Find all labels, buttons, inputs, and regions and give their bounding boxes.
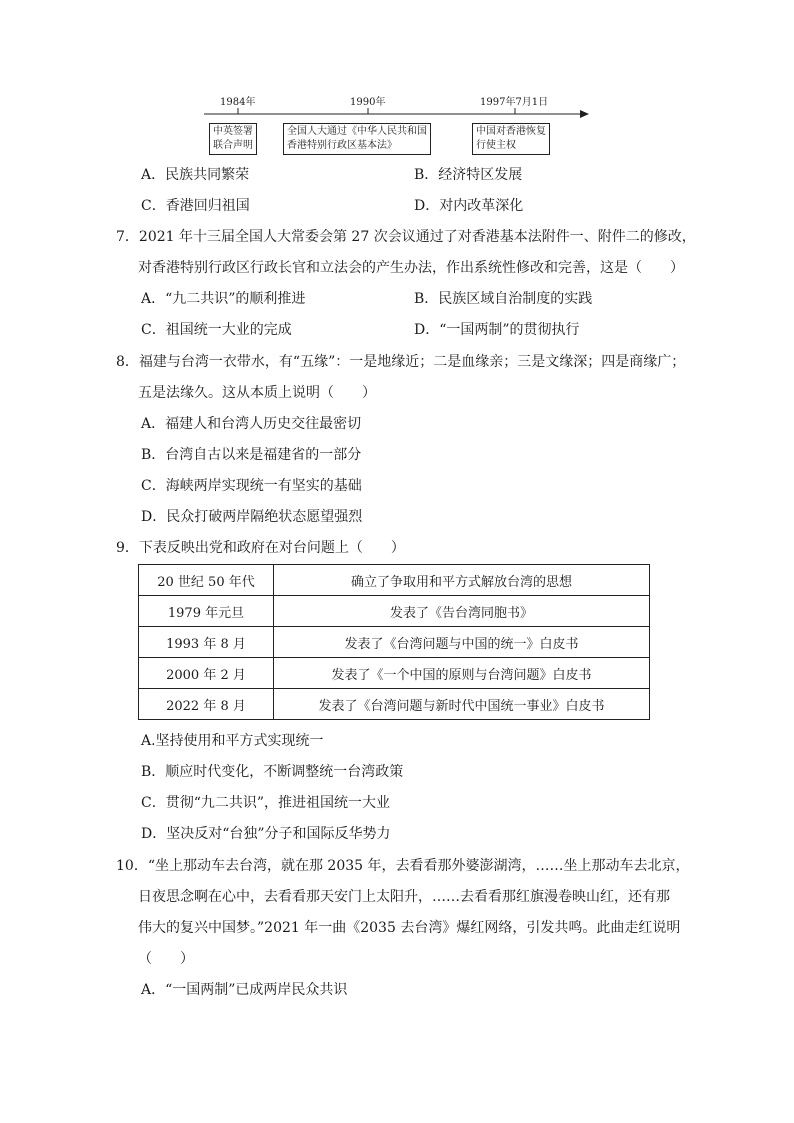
table-row (139, 565, 650, 596)
table-cell-time: 2022 年 8 月 (139, 689, 274, 720)
q7-option-d[interactable]: D．“一国两制”的贯彻执行 (414, 322, 580, 338)
q8-option-a[interactable]: A．福建人和台湾人历史交往最密切 (141, 416, 362, 432)
table-cell-event: 发表了《告台湾同胞书》 (274, 596, 650, 627)
timeline-event-1997-line1: 中国对香港恢复 (476, 126, 546, 137)
table-cell-event: 发表了《台湾问题与中国的统一》白皮书 (274, 627, 650, 658)
q6-option-b[interactable]: B．经济特区发展 (414, 167, 523, 183)
timeline-year-1984: 1984年 (220, 97, 256, 108)
table-row (139, 596, 650, 627)
timeline-event-1984-line2: 联合声明 (213, 140, 253, 151)
q10-stem-line4: （ ） (138, 951, 194, 967)
q9-option-d[interactable]: D．坚决反对“台独”分子和国际反华势力 (141, 826, 391, 842)
q9-option-a[interactable]: A.坚持使用和平方式实现统一 (141, 733, 324, 749)
q7-option-b[interactable]: B．民族区域自治制度的实践 (414, 291, 593, 307)
timeline-event-1997 (472, 123, 550, 155)
q7-option-a[interactable]: A．“九二共识”的顺利推进 (141, 291, 306, 307)
timeline-event-1997-line2: 行使主权 (476, 140, 516, 151)
table-row (139, 658, 650, 689)
q8-stem-line1: 8．福建与台湾一衣带水，有“五缘”：一是地缘近；二是血缘亲；三是文缘深；四是商缘广； (116, 354, 686, 370)
timeline-year-1997: 1997年7月1日 (480, 97, 549, 108)
q9-option-b[interactable]: B．顺应时代变化，不断调整统一台湾政策 (141, 764, 404, 780)
q10-stem-line3: 伟大的复兴中国梦。”2021 年一曲《2035 去台湾》爆红网络，引发共鸣。此曲走红说明 (138, 920, 681, 936)
table-row (139, 627, 650, 658)
q10-stem-line2: 日夜思念啊在心中，去看看那天安门上太阳升，……去看看那红旗漫卷映山红，还有那 (138, 889, 670, 905)
q8-option-d[interactable]: D．民众打破两岸隔绝状态愿望强烈 (141, 509, 363, 525)
q9-option-c[interactable]: C．贯彻“九二共识”，推进祖国统一大业 (141, 795, 391, 811)
q8-option-b[interactable]: B．台湾自古以来是福建省的一部分 (141, 447, 362, 463)
q6-option-c[interactable]: C．香港回归祖国 (141, 198, 250, 214)
table-cell-event: 发表了《台湾问题与新时代中国统一事业》白皮书 (274, 689, 650, 720)
table-cell-event: 发表了《一个中国的原则与台湾问题》白皮书 (274, 658, 650, 689)
timeline-event-1990 (283, 123, 431, 155)
timeline-event-1984 (209, 123, 257, 155)
table-row (139, 689, 650, 720)
table-cell-time: 2000 年 2 月 (139, 658, 274, 689)
q7-stem-line2: 对香港特别行政区行政长官和立法会的产生办法，作出系统性修改和完善，这是（ ） (138, 260, 684, 276)
timeline-event-1990-line2: 香港特别行政区基本法》 (287, 140, 397, 151)
q7-stem-line1: 7．2021 年十三届全国人大常委会第 27 次会议通过了对香港基本法附件一、附件二的修改， (116, 229, 696, 245)
table-cell-time: 20 世纪 50 年代 (139, 565, 274, 596)
q6-option-a[interactable]: A．民族共同繁荣 (141, 167, 250, 183)
timeline-event-1984-line1: 中英签署 (213, 126, 253, 137)
timeline-event-1990-line1: 全国人大通过《中华人民共和国 (287, 126, 427, 137)
q9-table (138, 564, 650, 720)
q8-stem-line2: 五是法缘久。这从本质上说明（ ） (138, 385, 376, 401)
q7-option-c[interactable]: C．祖国统一大业的完成 (141, 322, 292, 338)
q6-option-d[interactable]: D．对内改革深化 (414, 198, 524, 214)
table-cell-time: 1993 年 8 月 (139, 627, 274, 658)
timeline-year-1990: 1990年 (350, 97, 386, 108)
table-cell-time: 1979 年元旦 (139, 596, 274, 627)
q9-stem: 9．下表反映出党和政府在对台问题上（ ） (116, 540, 405, 556)
q8-option-c[interactable]: C．海峡两岸实现统一有坚实的基础 (141, 478, 362, 494)
table-cell-event: 确立了争取用和平方式解放台湾的思想 (274, 565, 650, 596)
q10-option-a[interactable]: A．“一国两制”已成两岸民众共识 (141, 982, 348, 998)
q10-stem-line1: 10．“坐上那动车去台湾，就在那 2035 年，去看看那外婆澎湖湾，……坐上那动车去北京， (116, 858, 690, 874)
